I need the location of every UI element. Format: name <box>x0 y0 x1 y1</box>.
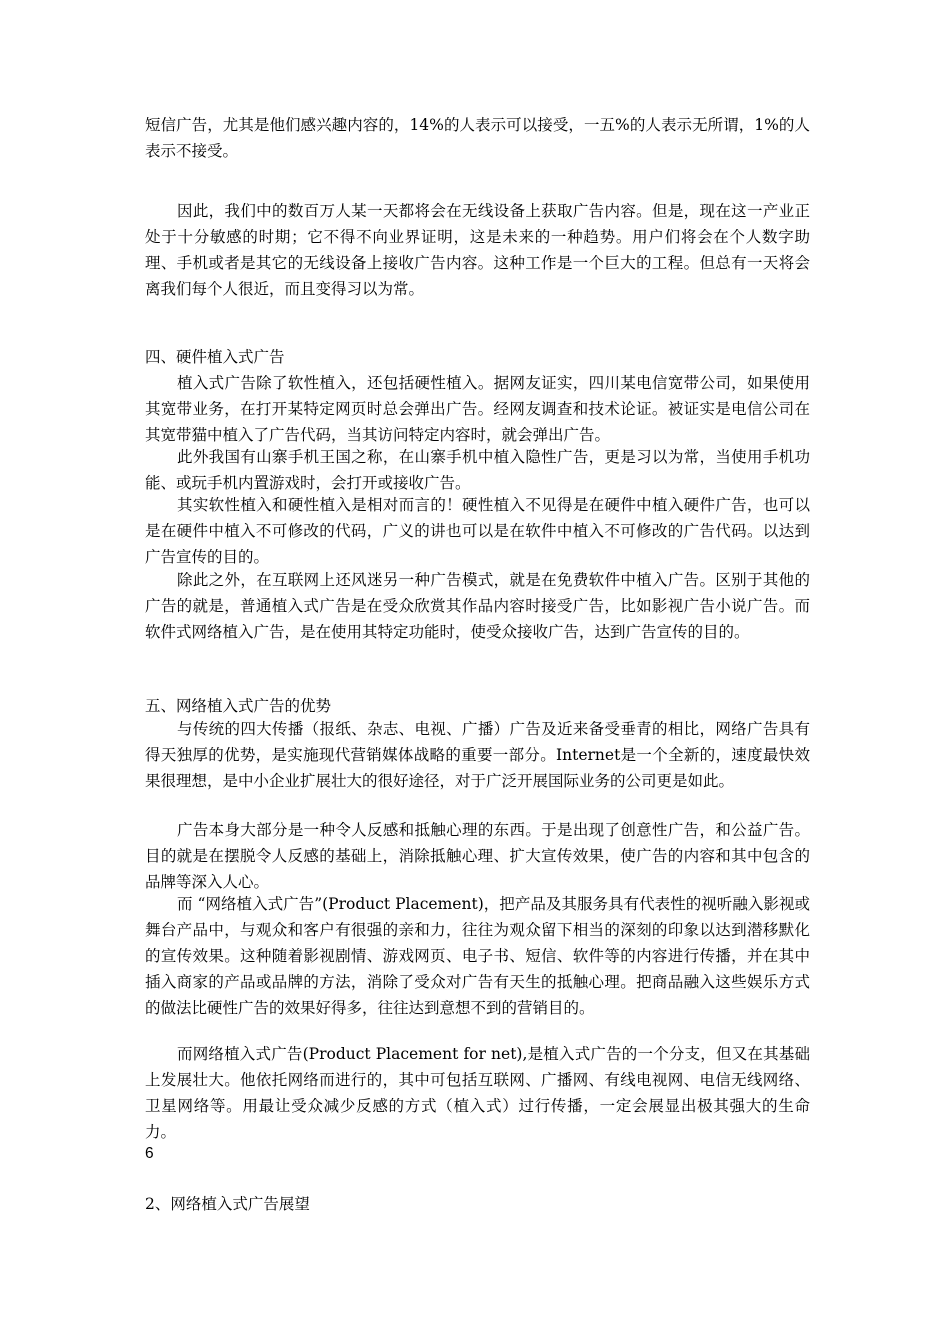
paragraph-traditional-media: 与传统的四大传播（报纸、杂志、电视、广播）广告及近来备受垂青的相比，网络广告具有得天独厚的优势，是实施现代营销媒体战略的重要一部分。Internet是一个全新的，速度最快效果很理想，是中小企业扩展壮大的很好途径，对于广泛开展国际业务的公司更是如此。 <box>145 720 810 790</box>
paragraph-placement-for-net: 而网络植入式广告(Product Placement for net),是植入式广告的一个分支，但又在其基础上发展壮大。他依托网络而进行的，其中可包括互联网、广播网、有线电视网、电信无线网络、卫星网络等。用最让受众减少反感的方式（植入式）过行传播，一定会展显出极其强大的生命力。 <box>145 1045 810 1141</box>
paragraph-freeware-ads: 除此之外，在互联网上还风迷另一种广告模式，就是在免费软件中植入广告。区别于其他的广告的就是，普通植入式广告是在受众欣赏其作品内容时接受广告，比如影视广告小说广告。而软件式网络植入广告，是在使用其特定功能时，使受众接收广告，达到广告宣传的目的。 <box>145 571 810 641</box>
paragraph-sms-survey: 短信广告，尤其是他们感兴趣内容的，14%的人表示可以接受，一五%的人表示无所谓，1%的人表示不接受。 <box>145 116 810 160</box>
section-heading-advantages: 五、网络植入式广告的优势 <box>145 697 332 715</box>
section-heading-outlook: 2、网络植入式广告展望 <box>145 1195 310 1213</box>
paragraph-shanzhai-phones: 此外我国有山寨手机王国之称，在山寨手机中植入隐性广告，更是习以为常，当使用手机功能、或玩手机内置游戏时，会打开或接收广告。 <box>145 448 810 492</box>
paragraph-product-placement: 而 “网络植入式广告”(Product Placement)，把产品及其服务具有代表性的视听融入影视或舞台产品中，与观众和客户有很强的亲和力，往往为观众留下相当的深刻的印象以达到潜移默化的宣传效果。这种随着影视剧情、游戏网页、电子书、短信、软件等的内容进行传播，并在其中插入商家的产品或品牌的方法，消除了受众对广告有天生的抵触心理。把商品融入这些娱乐方式的做法比硬性广告的效果好得多，往往达到意想不到的营销目的。 <box>145 895 810 1017</box>
paragraph-wireless-future: 因此，我们中的数百万人某一天都将会在无线设备上获取广告内容。但是，现在这一产业正处于十分敏感的时期；它不得不向业界证明，这是未来的一种趋势。用户们将会在个人数字助理、手机或者是其它的无线设备上接收广告内容。这种工作是一个巨大的工程。但总有一天将会离我们每个人很近，而且变得习以为常。 <box>145 202 810 298</box>
paragraph-creative-ads: 广告本身大部分是一种令人反感和抵触心理的东西。于是出现了创意性广告，和公益广告。目的就是在摆脱令人反感的基础上，消除抵触心理、扩大宣传效果，使广告的内容和其中包含的品牌等深入人心。 <box>145 821 810 891</box>
paragraph-hardware-embed: 植入式广告除了软性植入，还包括硬性植入。据网友证实，四川某电信宽带公司，如果使用其宽带业务，在打开某特定网页时总会弹出广告。经网友调查和技术论证。被证实是电信公司在其宽带猫中植入了广告代码，当其访问特定内容时，就会弹出广告。 <box>145 374 810 444</box>
paragraph-soft-vs-hard: 其实软性植入和硬性植入是相对而言的！硬性植入不见得是在硬件中植入硬件广告，也可以是在硬件中植入不可修改的代码，广义的讲也可以是在软件中植入不可修改的广告代码。以达到广告宣传的目的。 <box>145 496 810 566</box>
page-number: 6 <box>145 1145 154 1162</box>
section-heading-hardware: 四、硬件植入式广告 <box>145 348 285 366</box>
